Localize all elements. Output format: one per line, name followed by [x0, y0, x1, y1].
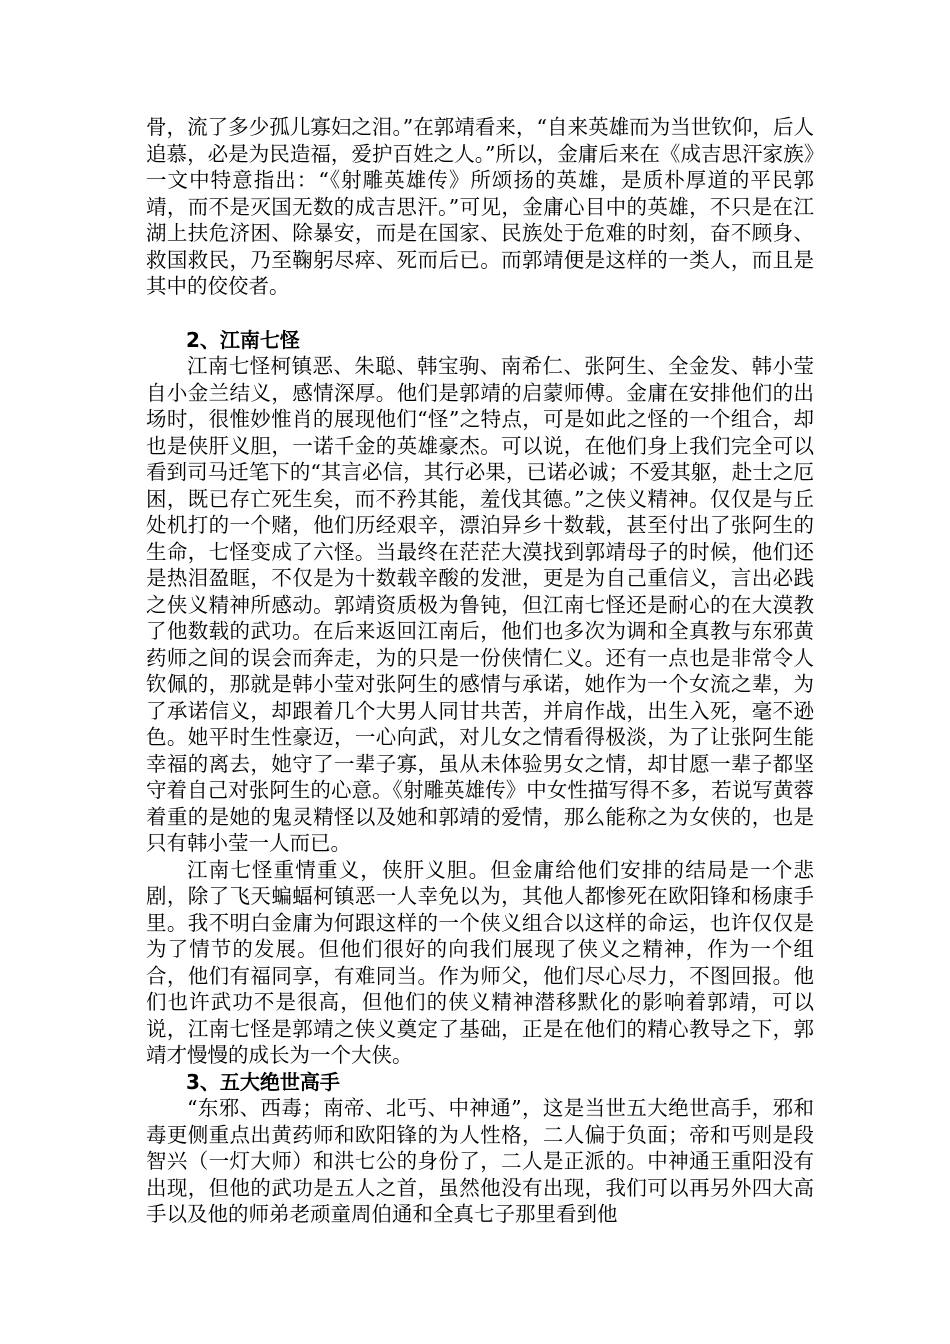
- paragraph-five-masters: “东邪、西毒；南帝、北丐、中神通”，这是当世五大绝世高手，邪和毒更侧重点出黄药师和欧阳锋的为人性格，二人偏于负面；帝和丐则是段智兴（一灯大师）和洪七公的身份了，二人是正派的。中神通王重阳没有出现，但他的武功是五人之首，虽然他没有出现，我们可以再另外四大高手以及他的师弟老顽童周伯通和全真七子那里看到他: [146, 1096, 814, 1226]
- section-heading-five-masters: 3、五大绝世高手: [186, 1069, 340, 1094]
- paragraph-jiangnan-2: 江南七怪重情重义，侠肝义胆。但金庸给他们安排的结局是一个悲剧，除了飞天蝙蝠柯镇恶一人幸免以为，其他人都惨死在欧阳锋和杨康手里。我不明白金庸为何跟这样的一个侠义组合以这样的命运，也许仅仅是为了情节的发展。但他们很好的向我们展现了侠义之精神，作为一个组合，他们有福同享，有难同当。作为师父，他们尽心尽力，不图回报。他们也许武功不是很高，但他们的侠义精神潜移默化的影响着郭靖，可以说，江南七怪是郭靖之侠义奠定了基础，正是在他们的精心教导之下，郭靖才慢慢的成长为一个大侠。: [146, 857, 814, 1067]
- paragraph-intro: 骨，流了多少孤儿寡妇之泪。”在郭靖看来，“自来英雄而为当世钦仰，后人追慕，必是为民造福，爱护百姓之人。”所以，金庸后来在《成吉思汗家族》一文中特意指出：“《射雕英雄传》所颂扬的英雄，是质朴厚道的平民郭靖，而不是灭国无数的成吉思汗。”可见，金庸心目中的英雄，不只是在江湖上扶危济困、除暴安，而是在国家、民族处于危难的时刻，奋不顾身、救国救民，乃至鞠躬尽瘁、死而后已。而郭靖便是这样的一类人，而且是其中的佼佼者。: [146, 115, 814, 298]
- section-heading-jiangnan-qiguai: 2、江南七怪: [186, 327, 300, 352]
- paragraph-jiangnan-1: 江南七怪柯镇恶、朱聪、韩宝驹、南希仁、张阿生、全金发、韩小莹自小金兰结义，感情深厚。他们是郭靖的启蒙师傅。金庸在安排他们的出场时，很惟妙惟肖的展现他们“怪”之特点，可是如此之怪的一个组合，却也是侠肝义胆，一诺千金的英雄豪杰。可以说，在他们身上我们完全可以看到司马迁笔下的“其言必信，其行必果，已诺必诚；不爱其躯，赴士之厄困，既已存亡死生矣，而不矜其能，羞伐其德。”之侠义精神。仅仅是与丘处机打的一个赌，他们历经艰辛，漂泊异乡十数载，甚至付出了张阿生的生命，七怪变成了六怪。当最终在茫茫大漠找到郭靖母子的时候，他们还是热泪盈眶，不仅是为十数载辛酸的发泄，更是为自己重信义，言出必践之侠义精神所感动。郭靖资质极为鲁钝，但江南七怪还是耐心的在大漠教了他数载的武功。在后来返回江南后，他们也多次为调和全真教与东邪黄药师之间的误会而奔走，为的只是一份侠情仁义。还有一点也是非常令人钦佩的，那就是韩小莹对张阿生的感情与承诺，她作为一个女流之辈，为了承诺信义，却跟着几个大男人同甘共苦，并肩作战，出生入死，毫不逊色。她平时生性豪迈，一心向武，对儿女之情看得极淡，为了让张阿生能幸福的离去，她守了一辈子寡，虽从未体验男女之情，却甘愿一辈子都坚守着自己对张阿生的心意。《射雕英雄传》中女性描写得不多，若说写黄蓉着重的是她的鬼灵精怪以及她和郭靖的爱情，那么能称之为女侠的，也是只有韩小莹一人而已。: [146, 354, 814, 855]
- document-page: [146, 114, 814, 1228]
